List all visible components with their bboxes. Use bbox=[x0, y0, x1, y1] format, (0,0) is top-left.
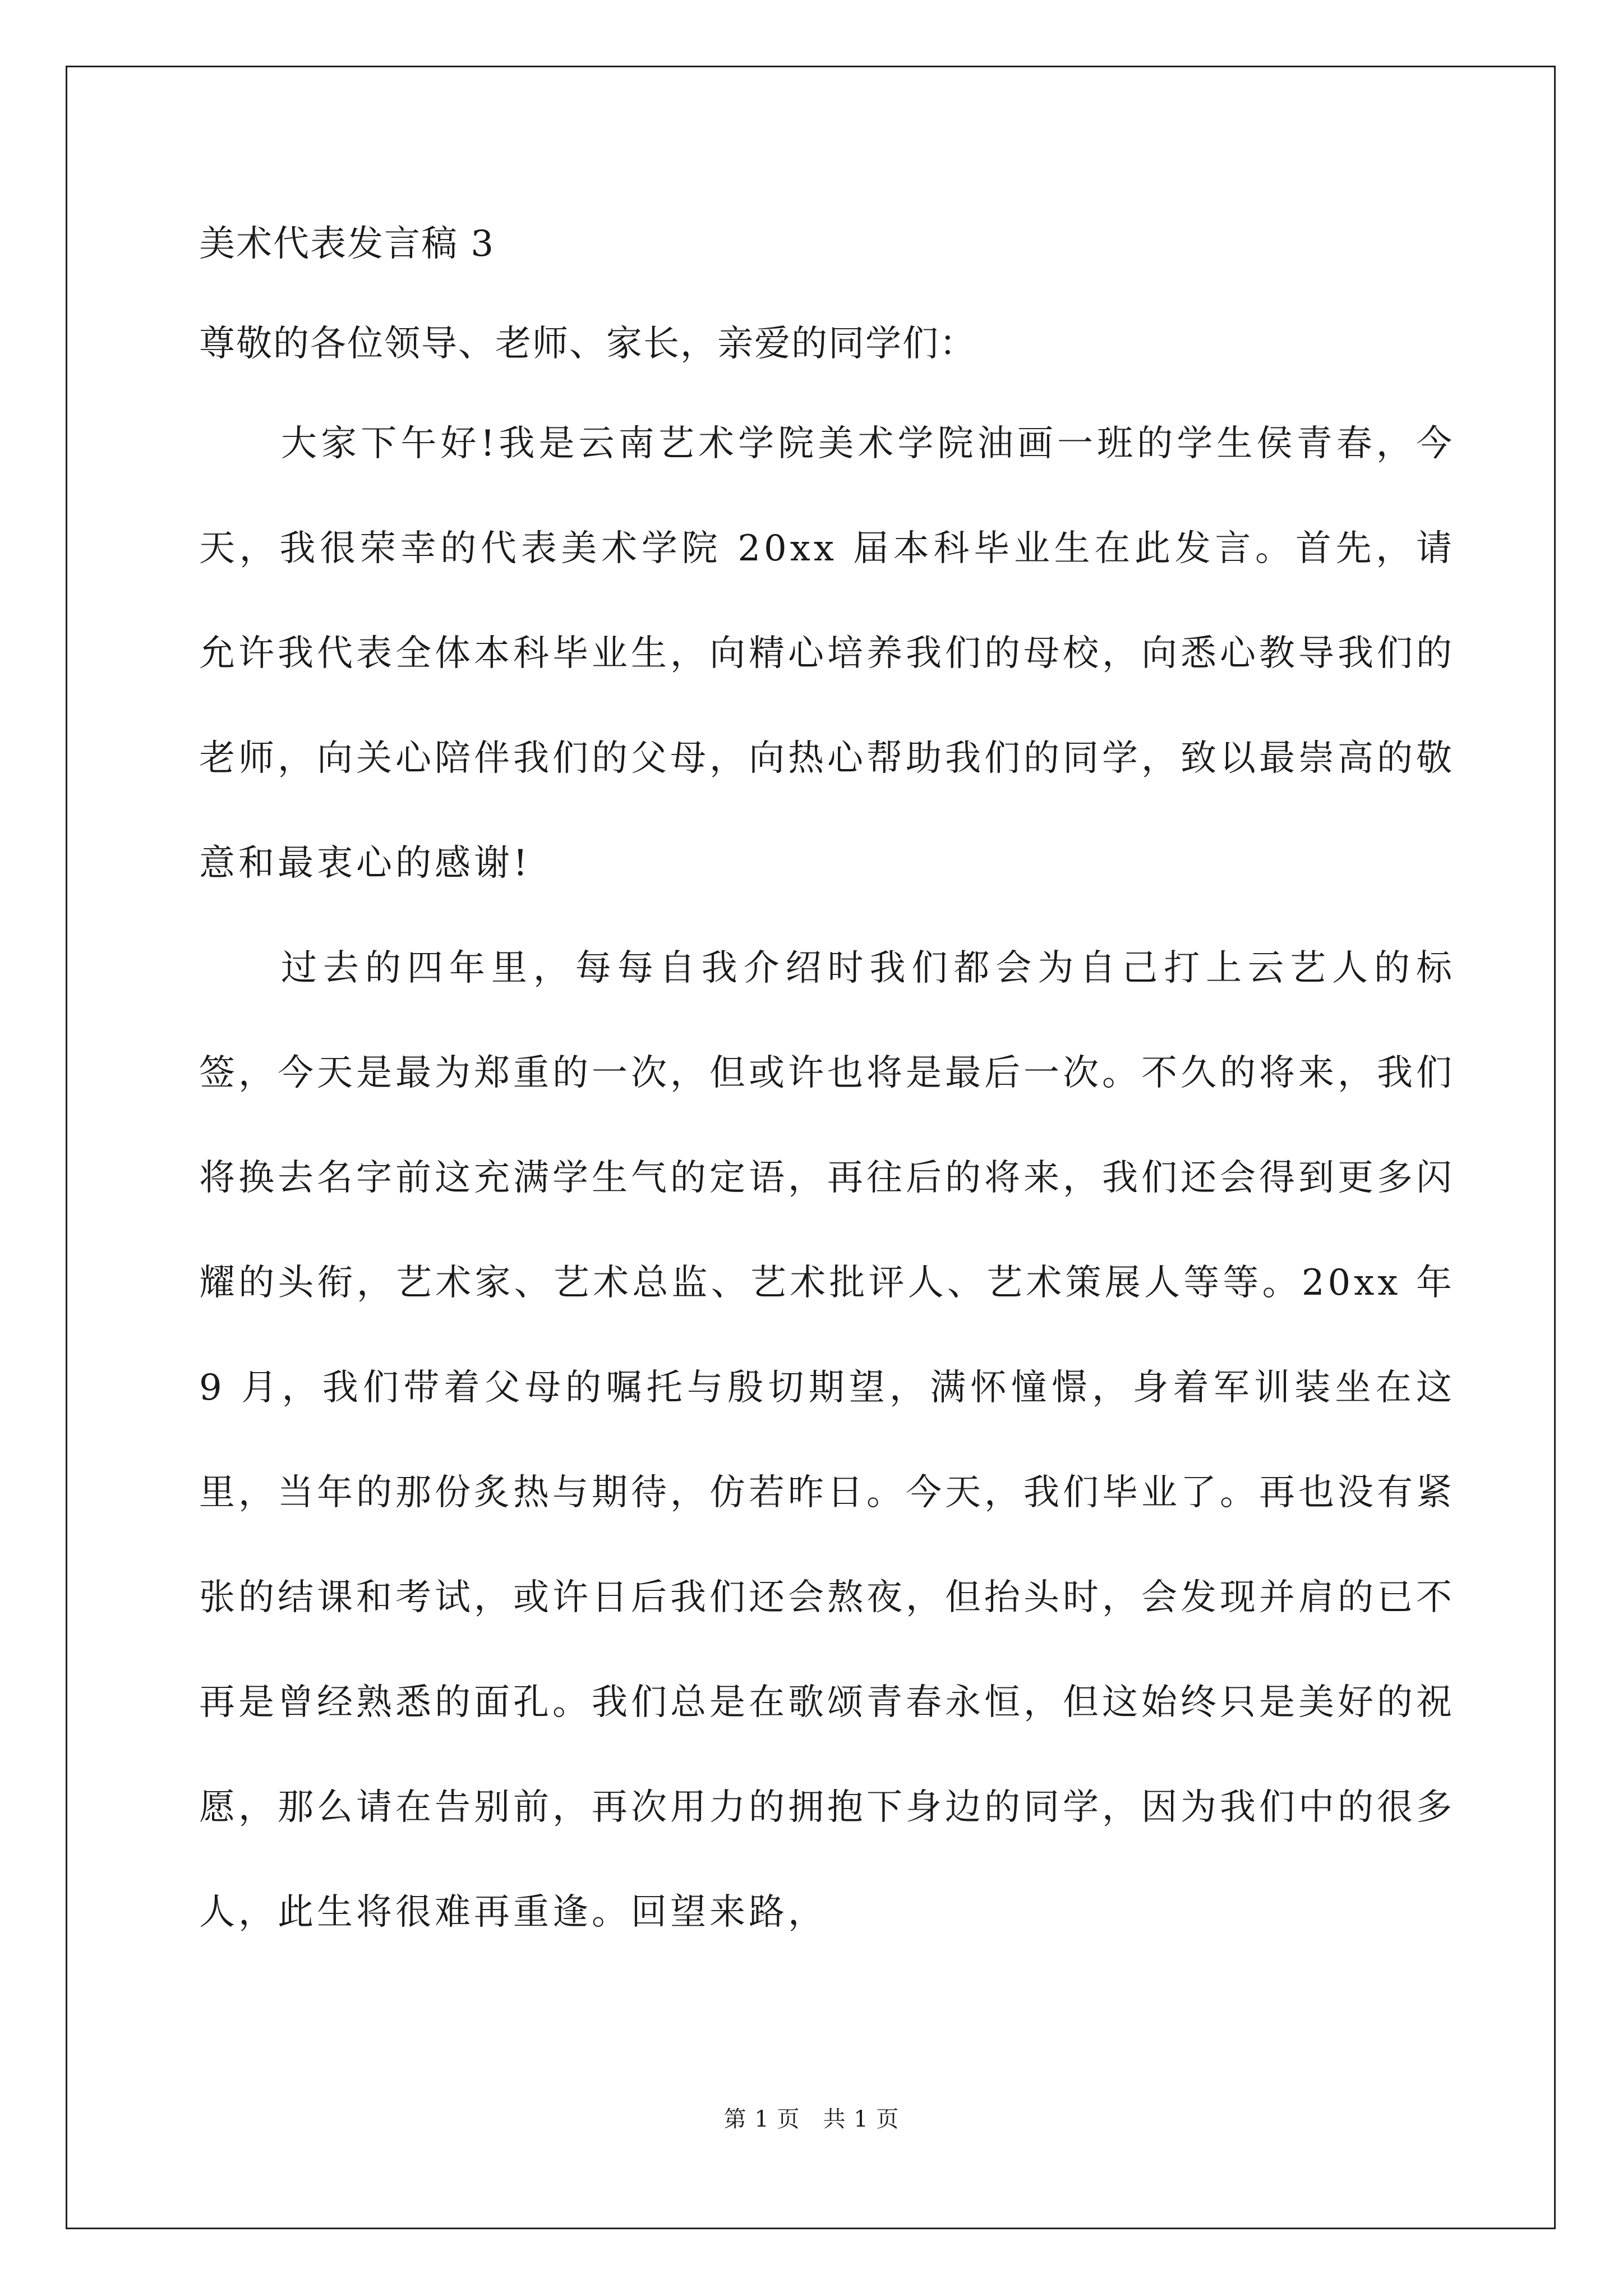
salutation: 尊敬的各位领导、老师、家长，亲爱的同学们： bbox=[199, 323, 976, 365]
paragraph-2: 过去的四年里，每每自我介绍时我们都会为自己打上云艺人的标签，今天是最为郑重的一次，但或许也将是最后一次。不久的将来，我们将换去名字前这充满学生气的定语，再往后的将来，我们还会得到更多闪耀的头衔，艺术家、艺术总监、艺术批评人、艺术策展人等等。20xx 年 9 月，我们带着父母的嘱托与殷切期望，满怀憧憬，身着军训装坐在这里，当年的那份炙热与期待，仿若昨日。今天，我们毕业了。再也没有紧张的结课和考试，或许日后我们还会熬夜，但抬头时，会发现并肩的已不再是曾经熟悉的面孔。我们总是在歌颂青春永恒，但这始终只是美好的祝愿，那么请在告别前，再次用力的拥抱下身边的同学，因为我们中的很多人，此生将很难再重逢。回望来路， bbox=[199, 947, 1455, 1933]
paragraph-1: 大家下午好!我是云南艺术学院美术学院油画一班的学生侯青春，今天，我很荣幸的代表美术学院 20xx 届本科毕业生在此发言。首先，请允许我代表全体本科毕业生，向精心培养我们的母校，向悉心教导我们的老师，向关心陪伴我们的父母，向热心帮助我们的同学，致以最崇高的敬意和最衷心的感谢! bbox=[199, 423, 1455, 884]
page-footer: 第 1 页 共 1 页 bbox=[723, 2106, 900, 2132]
document-body bbox=[199, 222, 1455, 1965]
document-title: 美术代表发言稿 3 bbox=[199, 223, 495, 265]
